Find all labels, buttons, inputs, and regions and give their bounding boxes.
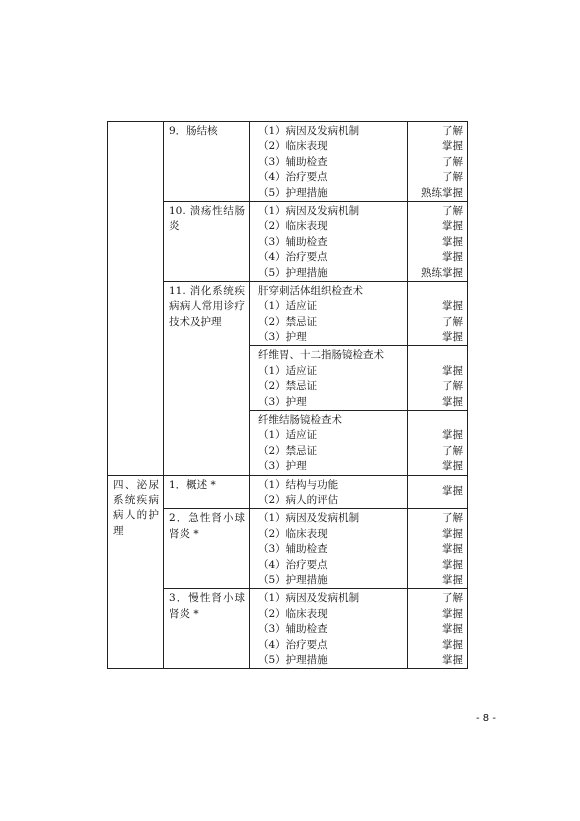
content-item: （1）病因及发病机制 bbox=[258, 125, 360, 137]
content-item: （5）护理措施 bbox=[258, 573, 328, 586]
level-item: 熟练掌握 bbox=[421, 266, 463, 279]
level-item: 了解 bbox=[442, 171, 463, 184]
table-row bbox=[108, 122, 468, 202]
content-item: （4）治疗要点 bbox=[258, 638, 328, 651]
content-item: （5）护理措施 bbox=[258, 266, 328, 279]
content-item: （2）禁忌证 bbox=[258, 444, 318, 457]
content-item: （3）辅助检查 bbox=[258, 155, 328, 168]
content-cell bbox=[250, 346, 408, 411]
level-cell bbox=[408, 201, 468, 281]
unit-cell bbox=[108, 475, 164, 669]
level-item: 掌握 bbox=[442, 607, 463, 620]
level-item: 了解 bbox=[442, 512, 463, 525]
level-item: 掌握 bbox=[442, 429, 463, 442]
level-item: 掌握 bbox=[442, 300, 463, 313]
content-item: （5）护理措施 bbox=[258, 653, 328, 666]
content-cell bbox=[250, 281, 408, 346]
level-item: 掌握 bbox=[442, 653, 463, 666]
procedure-header: 纤维结肠镜检查术 bbox=[258, 414, 342, 427]
table-row bbox=[108, 475, 468, 509]
content-item: （3）护理 bbox=[258, 460, 307, 473]
level-item: 掌握 bbox=[442, 220, 463, 233]
topic-cell bbox=[164, 509, 250, 589]
content-item: （2）禁忌证 bbox=[258, 315, 318, 328]
level-cell bbox=[408, 589, 468, 669]
topic-label: 11. 消化系统疾病病人常用诊疗技术及护理 bbox=[169, 284, 245, 328]
content-item: （4）治疗要点 bbox=[258, 171, 328, 184]
level-item: 了解 bbox=[442, 444, 463, 457]
topic-cell bbox=[164, 475, 250, 509]
level-cell bbox=[408, 281, 468, 346]
content-item: （4）治疗要点 bbox=[258, 251, 328, 264]
topic-cell bbox=[164, 122, 250, 202]
level-item: 掌握 bbox=[442, 140, 463, 153]
content-item: （5）护理措施 bbox=[258, 186, 328, 199]
content-item: （2）临床表现 bbox=[258, 140, 328, 153]
topic-label: 1．概述 * bbox=[169, 478, 216, 491]
topic-label: 2．急性肾小球肾炎 * bbox=[169, 512, 245, 540]
content-item: （4）治疗要点 bbox=[258, 558, 328, 571]
level-item: 掌握 bbox=[442, 331, 463, 344]
content-item: （2）临床表现 bbox=[258, 220, 328, 233]
content-item: （1）适应证 bbox=[258, 429, 318, 442]
content-item: （1）结构与功能 bbox=[258, 478, 339, 491]
level-item: 掌握 bbox=[442, 623, 463, 636]
level-item: 掌握 bbox=[442, 460, 463, 473]
level-item: 了解 bbox=[442, 125, 463, 137]
content-item: （2）临床表现 bbox=[258, 607, 328, 620]
content-item: （3）辅助检查 bbox=[258, 543, 328, 556]
level-item: 掌握 bbox=[442, 235, 463, 248]
level-item: 了解 bbox=[442, 155, 463, 168]
content-item: （3）辅助检查 bbox=[258, 235, 328, 248]
content-item: （3）辅助检查 bbox=[258, 623, 328, 636]
level-item: 了解 bbox=[442, 315, 463, 328]
procedure-header: 纤维胃、十二指肠镜检查术 bbox=[258, 349, 384, 362]
level-item: 了解 bbox=[442, 204, 463, 217]
topic-cell bbox=[164, 201, 250, 281]
content-item: （1）适应证 bbox=[258, 300, 318, 313]
unit-label: 四、泌尿系统疾病病人的护理 bbox=[113, 478, 159, 537]
content-item: （1）病因及发病机制 bbox=[258, 512, 360, 525]
level-cell bbox=[408, 122, 468, 202]
level-item: 掌握 bbox=[442, 573, 463, 586]
content-item: （2）临床表现 bbox=[258, 527, 328, 540]
content-cell bbox=[250, 589, 408, 669]
procedure-header: 肝穿刺活体组织检查术 bbox=[258, 284, 363, 297]
content-cell bbox=[250, 201, 408, 281]
level-cell bbox=[408, 346, 468, 411]
level-item: 掌握 bbox=[442, 364, 463, 377]
topic-label: 3．慢性肾小球肾炎 * bbox=[169, 592, 245, 620]
page-number: - 8 - bbox=[476, 713, 496, 724]
content-item: （1）适应证 bbox=[258, 364, 318, 377]
level-item: 熟练掌握 bbox=[421, 186, 463, 199]
level-item: 掌握 bbox=[442, 527, 463, 540]
level-item: 掌握 bbox=[442, 485, 463, 498]
syllabus-table bbox=[107, 121, 468, 669]
level-item: 掌握 bbox=[442, 543, 463, 556]
content-item: （3）护理 bbox=[258, 395, 307, 408]
topic-cell bbox=[164, 589, 250, 669]
content-cell bbox=[250, 122, 408, 202]
content-item: （3）护理 bbox=[258, 331, 307, 344]
topic-label: 9．肠结核 bbox=[169, 125, 218, 137]
content-item: （2）禁忌证 bbox=[258, 380, 318, 393]
level-item: 了解 bbox=[442, 592, 463, 605]
topic-label: 10. 溃疡性结肠炎 bbox=[169, 204, 245, 233]
content-cell bbox=[250, 475, 408, 509]
level-item: 掌握 bbox=[442, 395, 463, 408]
content-item: （2）病人的评估 bbox=[258, 493, 339, 506]
level-item: 了解 bbox=[442, 380, 463, 393]
content-cell bbox=[250, 509, 408, 589]
level-cell bbox=[408, 411, 468, 476]
content-item: （1）病因及发病机制 bbox=[258, 592, 360, 605]
level-item: 掌握 bbox=[442, 638, 463, 651]
content-cell bbox=[250, 411, 408, 476]
unit-cell-empty bbox=[108, 122, 164, 476]
level-item: 掌握 bbox=[442, 251, 463, 264]
content-item: （1）病因及发病机制 bbox=[258, 204, 360, 217]
level-cell bbox=[408, 509, 468, 589]
level-cell bbox=[408, 475, 468, 509]
topic-cell bbox=[164, 281, 250, 475]
level-item: 掌握 bbox=[442, 558, 463, 571]
